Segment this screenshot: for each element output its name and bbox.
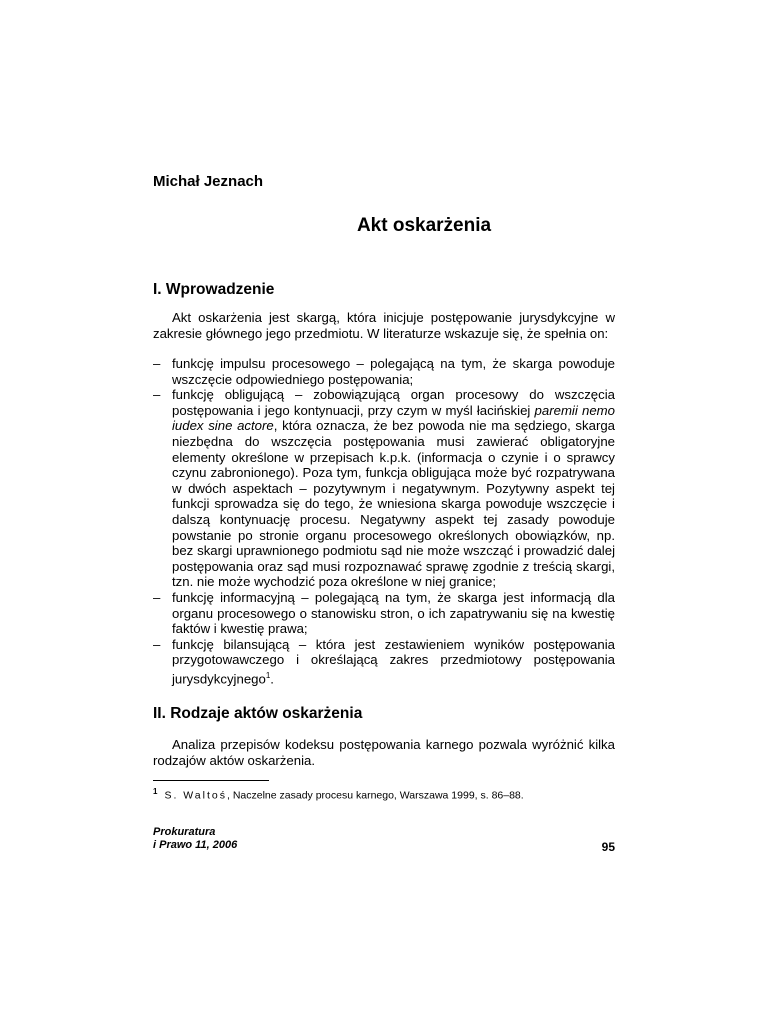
types-paragraph: Analiza przepisów kodeksu postępowania karnego pozwala wyróżnić kilka rodzajów aktów oskarżenia. bbox=[153, 737, 615, 768]
list-item bbox=[153, 356, 615, 387]
list-item-text: funkcję bilansującą – która jest zestawieniem wyników postępowania przygotowawczego i określającą zakres przedmiotowy postępowania jurysdykcyjnego bbox=[172, 636, 615, 687]
list-item bbox=[153, 387, 615, 590]
footnote-reference[interactable]: 1 bbox=[265, 670, 271, 680]
intro-paragraph: Akt oskarżenia jest skargą, która inicjuje postępowanie jurysdykcyjne w zakresie głównego jego przedmiotu. W literaturze wskazuje się, że spełnia on: bbox=[153, 310, 615, 341]
list-item bbox=[153, 590, 615, 637]
article-title-text: Akt oskarżenia bbox=[356, 215, 492, 236]
footnote-author: S. Waltoś bbox=[164, 789, 227, 802]
list-item-text: funkcję obligującą – zobowiązującą organ procesowy do wszczęcia postępowania i jego kontynuacji, przy czym w myśl łacińskiej bbox=[172, 387, 615, 418]
functions-list bbox=[153, 356, 615, 687]
list-item bbox=[153, 637, 615, 687]
list-item-text: funkcję informacyjną – polegającą na tym, że skarga jest informacją dla organu procesowego o stanowisku stron, o ich zapatrywaniu się na kwestię faktów i kwestię prawa; bbox=[172, 589, 615, 637]
footnote bbox=[153, 787, 524, 802]
latin-phrase: paremii nemo iudex sine actore bbox=[172, 402, 615, 434]
article-title bbox=[153, 215, 615, 237]
section-heading-types: II. Rodzaje aktów oskarżenia bbox=[153, 705, 363, 722]
footnote-number: 1 bbox=[153, 787, 158, 796]
journal-name bbox=[153, 826, 237, 852]
dash-marker: – bbox=[153, 356, 161, 371]
journal-line-1: Prokuratura bbox=[153, 826, 216, 838]
footnote-divider bbox=[153, 780, 269, 781]
section-heading-introduction: I. Wprowadzenie bbox=[153, 281, 275, 298]
footnote-text: , Naczelne zasady procesu karnego, Warszawa 1999, s. 86–88. bbox=[227, 789, 524, 802]
page-number: 95 bbox=[601, 840, 615, 854]
dash-marker: – bbox=[153, 589, 161, 605]
dash-marker: – bbox=[153, 636, 161, 652]
list-item-end: . bbox=[270, 671, 274, 687]
author-name: Michał Jeznach bbox=[153, 173, 264, 190]
dash-marker: – bbox=[153, 387, 161, 403]
list-item-text-continued: , która oznacza, że bez powoda nie ma sędziego, skarga niezbędna do wszczęcia postępowania musi zawierać obligatoryjne elementy określone w przepisach k.p.k. (informacja o czynie i o sprawcy czynu zabronionego). Poza tym, funkcja obligująca może być rozpatrywana w dwóch aspektach – pozytywnym i negatywnym. Pozytywny aspekt tej funkcji sprowadza się do tego, że wniesiona skarga powoduje wszczęcie i dalszą kontynuację procesu. Negatywny aspekt tej zasady powoduje powstanie po stronie organu procesowego określonych obowiązków, np. bez skargi uprawnionego podmiotu sąd nie może wszcząć i prowadzić dalej postępowania oraz sąd musi rozpoznawać sprawę zgodnie z treścią skargi, tzn. nie może wychodzić poza określone w niej granice; bbox=[172, 418, 616, 590]
journal-line-2: i Prawo 11, 2006 bbox=[153, 839, 238, 851]
list-item-text: funkcję impulsu procesowego – polegającą na tym, że skarga powoduje wszczęcie odpowiedniego postępowania; bbox=[172, 356, 615, 387]
